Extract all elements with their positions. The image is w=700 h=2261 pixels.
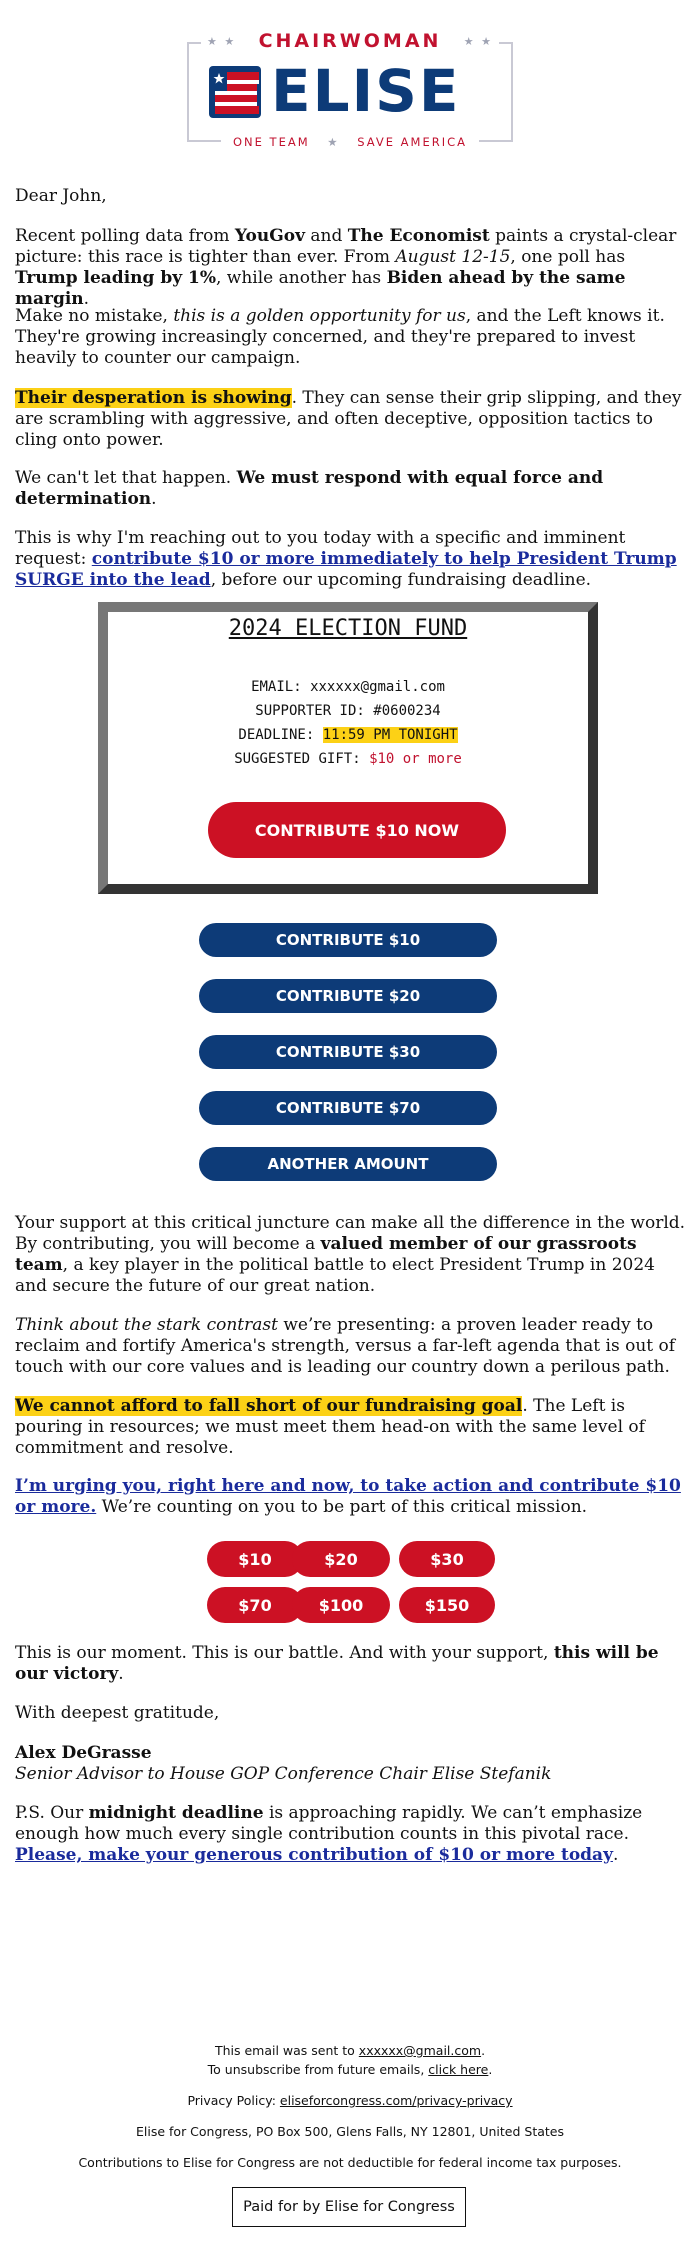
signer-name: Alex DeGrasse (15, 1743, 152, 1763)
deadline-value: 11:59 PM TONIGHT (322, 727, 458, 743)
footer-email-link[interactable]: xxxxxx@gmail.com (358, 2043, 482, 2058)
contribute-20-button[interactable]: CONTRIBUTE $20 (199, 979, 497, 1013)
logo-name: ELISE (271, 57, 461, 125)
logo-tagline-right: SAVE AMERICA (351, 135, 473, 149)
ps-contribute-link[interactable]: Please, make your generous contribution of $10 or more today (15, 1845, 613, 1865)
gift-value: $10 or more (369, 751, 462, 767)
paragraph-request: This is why I'm reaching out to you today with a specific and imminent request: contribute $10 or more immediately to help President Trump SURGE into the lead, before our upcoming fundraising deadline. (15, 528, 677, 590)
election-fund-box (98, 602, 598, 894)
contribute-now-button[interactable]: CONTRIBUTE $10 NOW (208, 802, 506, 858)
flag-e-icon (207, 64, 263, 120)
paragraph-polling: Recent polling data from YouGov and The Economist paints a crystal-clear picture: this race is tighter than ever. From August 12-15, one poll has Trump leading by 1%, while another has Biden ahead by the same margin. (15, 226, 677, 309)
fund-deadline-line: DEADLINE: 11:59 PM TONIGHT (238, 727, 458, 743)
amount-30-button[interactable]: $30 (399, 1541, 495, 1577)
postscript: P.S. Our midnight deadline is approaching rapidly. We can’t emphasize enough how much every single contribution counts in this pivotal race. Please, make your generous contribution of $10 or more today. (15, 1803, 643, 1865)
paragraph-goal: We cannot afford to fall short of our fundraising goal. The Left is pouring in resources; we must meet them head-on with the same level of commitment and resolve. (15, 1396, 645, 1458)
stars-left: ★ ★ (207, 35, 237, 48)
contribute-30-button[interactable]: CONTRIBUTE $30 (199, 1035, 497, 1069)
footer-tax-note: Contributions to Elise for Congress are not deductible for federal income tax purposes. (78, 2155, 622, 2170)
paragraph-contrast: Think about the stark contrast we’re presenting: a proven leader ready to reclaim and fortify America's strength, versus a far-left agenda that is out of touch with our core values and is leading our country down a perilous path. (15, 1315, 676, 1377)
another-amount-button[interactable]: ANOTHER AMOUNT (199, 1147, 497, 1181)
unsubscribe-link[interactable]: click here (428, 2062, 489, 2077)
footer-sent-to: This email was sent to xxxxxx@gmail.com. (214, 2043, 486, 2058)
greeting: Dear John, (15, 186, 107, 206)
contribute-70-button[interactable]: CONTRIBUTE $70 (199, 1091, 497, 1125)
amount-70-button[interactable]: $70 (207, 1587, 303, 1623)
amount-20-button[interactable]: $20 (292, 1541, 390, 1577)
privacy-link[interactable]: eliseforcongress.com/privacy-privacy (279, 2093, 513, 2108)
fund-email-line: EMAIL: xxxxxx@gmail.com (251, 679, 445, 695)
paragraph-opportunity: Make no mistake, this is a golden opportunity for us, and the Left knows it. They're growing increasingly concerned, and they're prepared to invest heavily to counter our campaign. (15, 306, 665, 368)
fund-title: 2024 ELECTION FUND (228, 616, 468, 641)
paragraph-support: Your support at this critical juncture can make all the difference in the world. By contributing, you will become a valued member of our grassroots team, a key player in the political battle to elect President Trump in 2024 and secure the future of our great nation. (15, 1213, 686, 1296)
paragraph-desperation: Their desperation is showing. They can sense their grip slipping, and they are scrambling with aggressive, and often deceptive, opposition tactics to cling onto power. (15, 388, 682, 450)
footer-unsubscribe: To unsubscribe from future emails, click here. (207, 2062, 493, 2077)
fund-gift-line: SUGGESTED GIFT: $10 or more (234, 751, 462, 767)
fund-details (108, 675, 588, 771)
footer-address: Elise for Congress, PO Box 500, Glens Falls, NY 12801, United States (136, 2124, 564, 2139)
stars-right: ★ ★ (463, 35, 493, 48)
urging-link[interactable]: I’m urging you, right here and now, to take action and contribute $10 or more. (15, 1476, 681, 1517)
signer-title: Senior Advisor to House GOP Conference Chair Elise Stefanik (15, 1764, 552, 1784)
amount-10-button[interactable]: $10 (207, 1541, 303, 1577)
star-icon: ★ (321, 135, 345, 149)
paragraph-respond: We can't let that happen. We must respond with equal force and determination. (15, 468, 604, 509)
amount-100-button[interactable]: $100 (292, 1587, 390, 1623)
paragraph-urging: I’m urging you, right here and now, to take action and contribute $10 or more. We’re counting on you to be part of this critical mission. (15, 1476, 681, 1517)
contribute-10-button[interactable]: CONTRIBUTE $10 (199, 923, 497, 957)
elise-logo (187, 30, 513, 149)
footer-privacy: Privacy Policy: eliseforcongress.com/privacy-privacy (187, 2093, 513, 2108)
logo-title: CHAIRWOMAN (253, 30, 448, 52)
amount-150-button[interactable]: $150 (399, 1587, 495, 1623)
logo-tagline-left: ONE TEAM (227, 135, 316, 149)
contribute-link[interactable]: contribute $10 or more immediately to help President Trump SURGE into the lead (15, 549, 677, 590)
closing: With deepest gratitude, (15, 1703, 220, 1723)
fund-supporter-line: SUPPORTER ID: #0600234 (255, 703, 441, 719)
paragraph-moment: This is our moment. This is our battle. And with your support, this will be our victory. (15, 1643, 659, 1684)
paid-for-box: Paid for by Elise for Congress (232, 2187, 466, 2227)
